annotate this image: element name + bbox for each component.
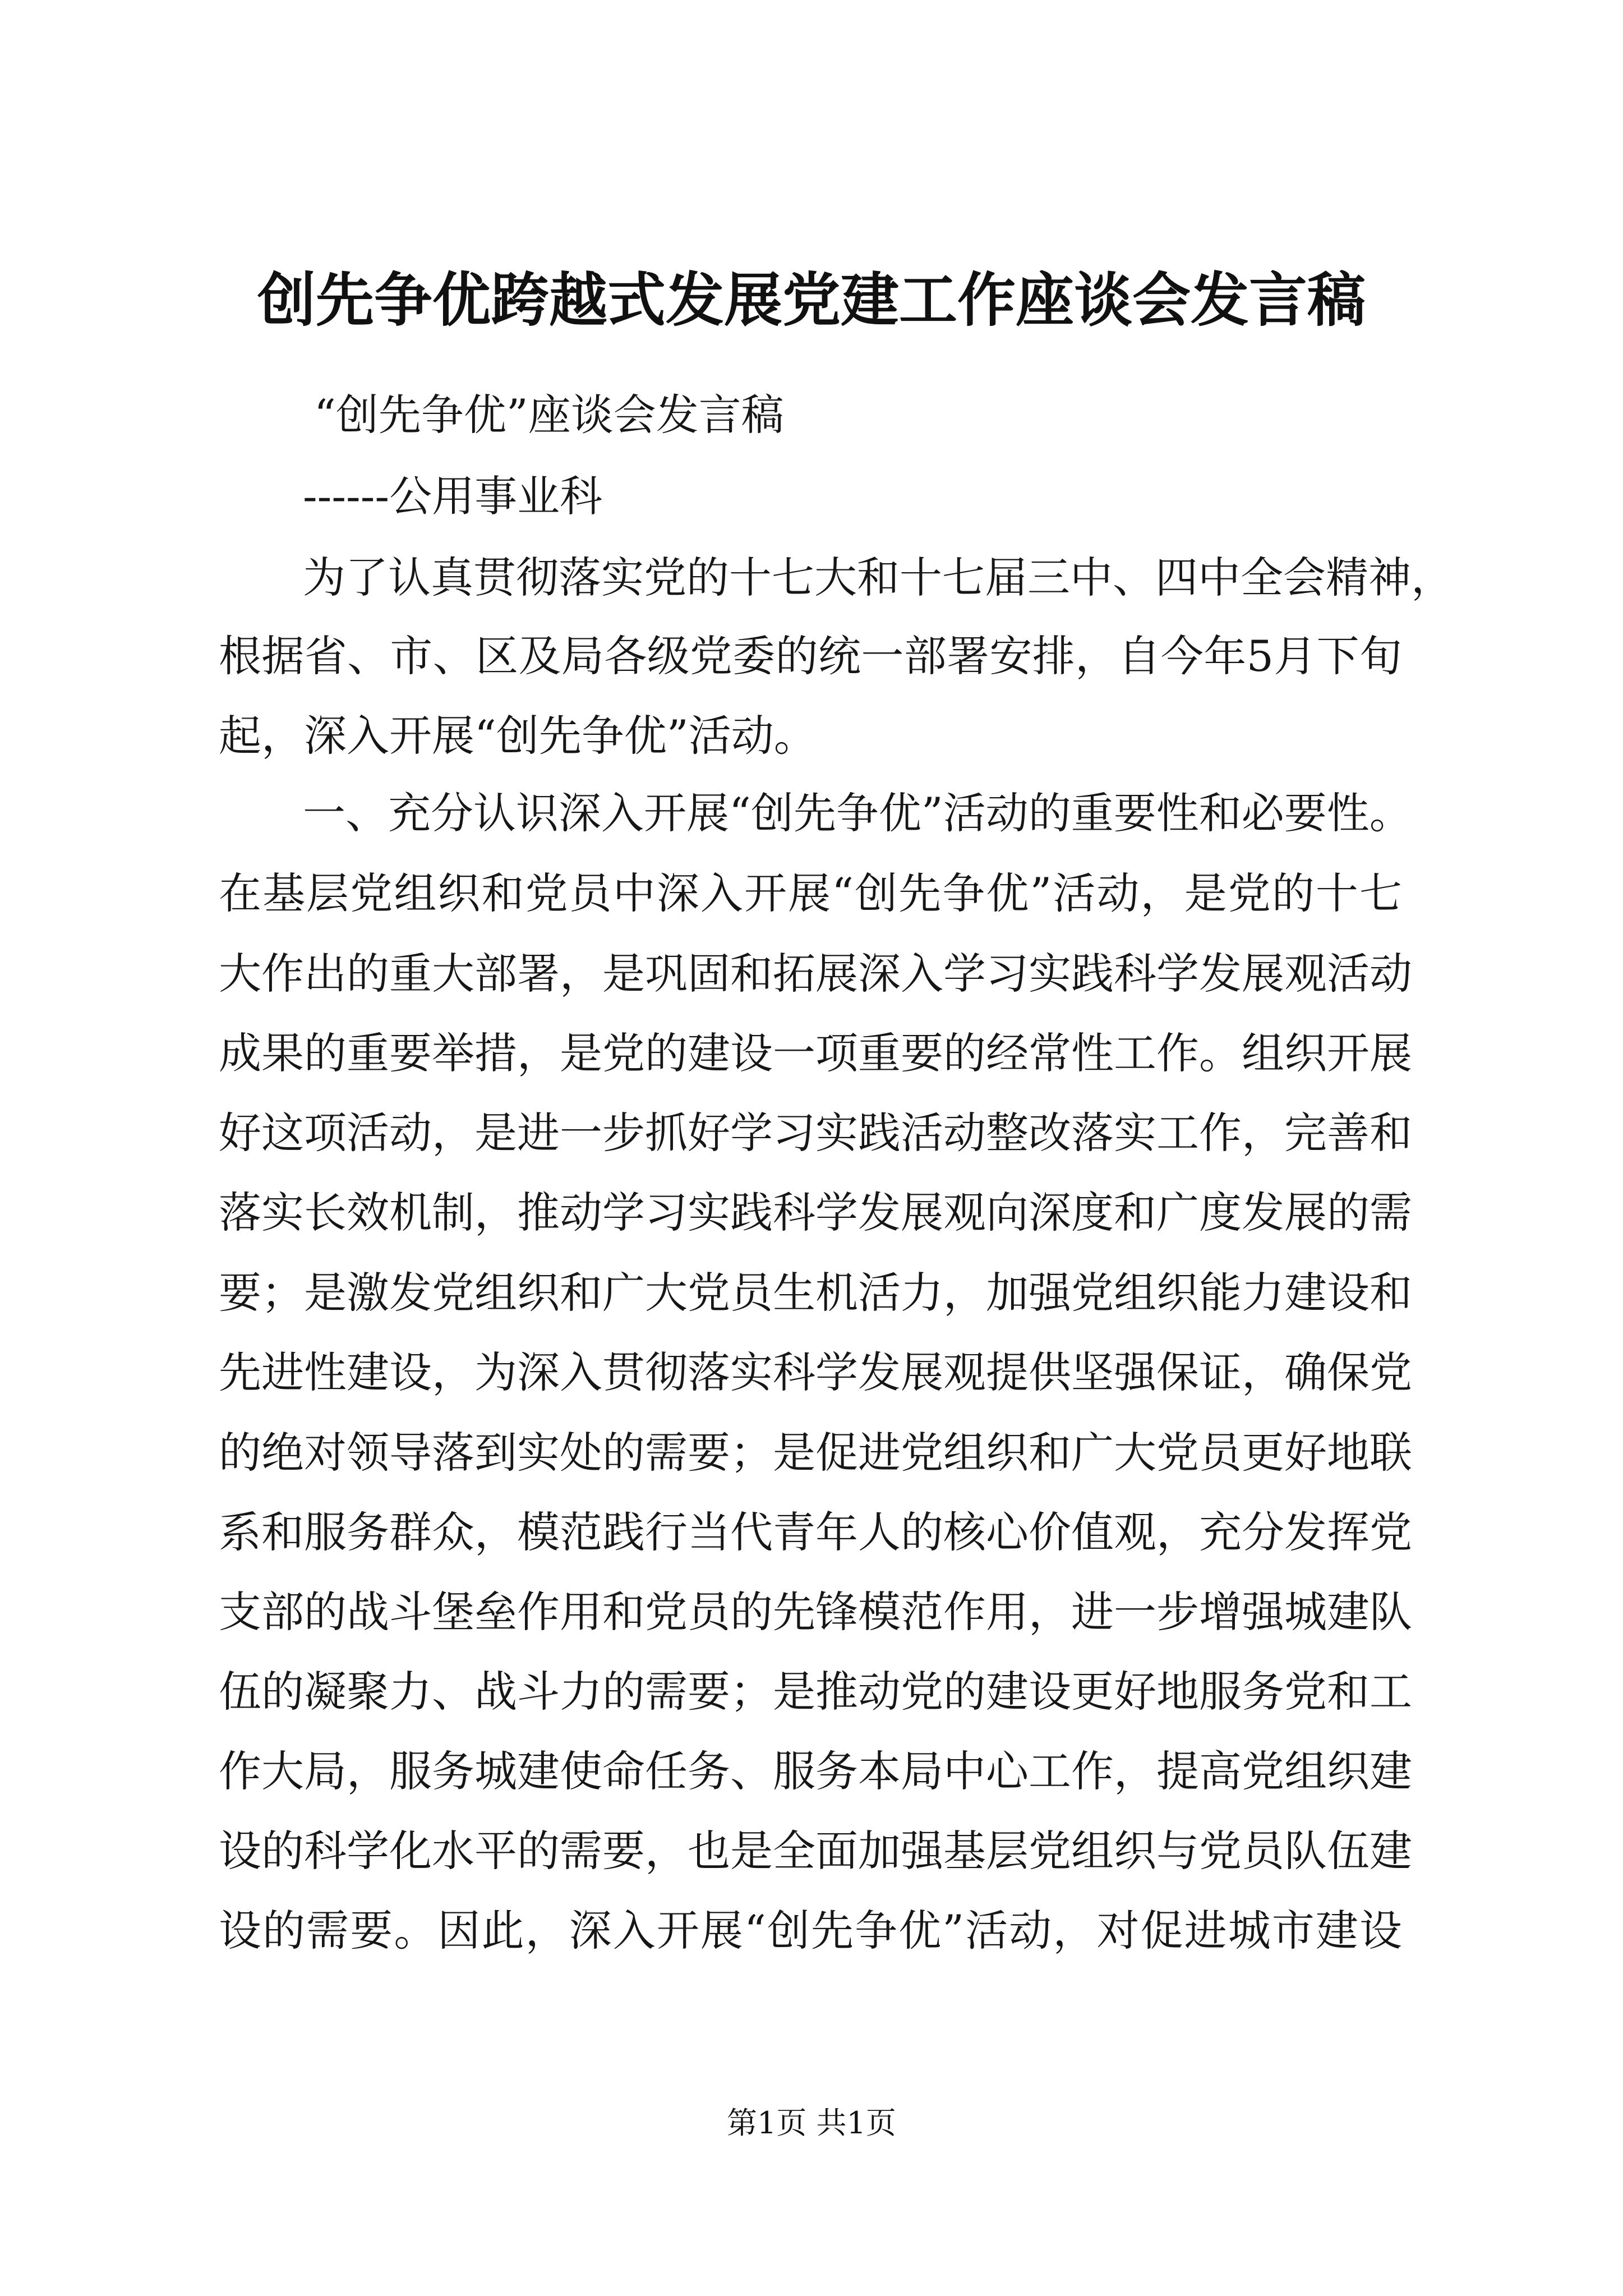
paragraph-line: 为了认真贯彻落实党的十七大和十七届三中、四中全会精神， — [303, 553, 1454, 602]
paragraph-line: 落实长效机制，推动学习实践科学发展观向深度和广度发展的需 — [219, 1188, 1412, 1237]
department: ------公用事业科 — [303, 471, 603, 521]
paragraph-line: 系和服务群众，模范践行当代青年人的核心价值观，充分发挥党 — [219, 1507, 1412, 1557]
section-heading: 一、充分认识深入开展“创先争优”活动的重要性和必要性。 — [303, 788, 1412, 838]
paragraph-line: 成果的重要举措，是党的建设一项重要的经常性工作。组织开展 — [219, 1028, 1412, 1078]
paragraph-line: 支部的战斗堡垒作用和党员的先锋模范作用，进一步增强城建队 — [219, 1587, 1412, 1637]
paragraph-line: 根据省、市、区及局各级党委的统一部署安排，自今年5月下旬 — [219, 631, 1402, 681]
paragraph-line: 大作出的重大部署，是巩固和拓展深入学习实践科学发展观活动 — [219, 949, 1412, 999]
paragraph-line: 作大局，服务城建使命任务、服务本局中心工作，提高党组织建 — [219, 1746, 1412, 1796]
paragraph-line: 要；是激发党组织和广大党员生机活力，加强党组织能力建设和 — [219, 1268, 1412, 1318]
paragraph-line: 设的需要。因此，深入开展“创先争优”活动，对促进城市建设 — [219, 1906, 1402, 1955]
paragraph-line: 在基层党组织和党员中深入开展“创先争优”活动，是党的十七 — [219, 868, 1402, 918]
document-title: 创先争优跨越式发展党建工作座谈会发言稿 — [257, 265, 1366, 334]
paragraph-line: 起，深入开展“创先争优”活动。 — [219, 711, 817, 761]
paragraph-line: 的绝对领导落到实处的需要；是促进党组织和广大党员更好地联 — [219, 1428, 1412, 1478]
page-number: 第1页 共1页 — [727, 2105, 896, 2141]
paragraph-line: 好这项活动，是进一步抓好学习实践活动整改落实工作，完善和 — [219, 1108, 1412, 1158]
paragraph-line: 先进性建设，为深入贯彻落实科学发展观提供坚强保证，确保党 — [219, 1347, 1412, 1397]
paragraph-line: 伍的凝聚力、战斗力的需要；是推动党的建设更好地服务党和工 — [219, 1667, 1412, 1717]
paragraph-line: 设的科学化水平的需要，也是全面加强基层党组织与党员队伍建 — [219, 1826, 1412, 1876]
subtitle: “创先争优”座谈会发言稿 — [314, 390, 784, 440]
